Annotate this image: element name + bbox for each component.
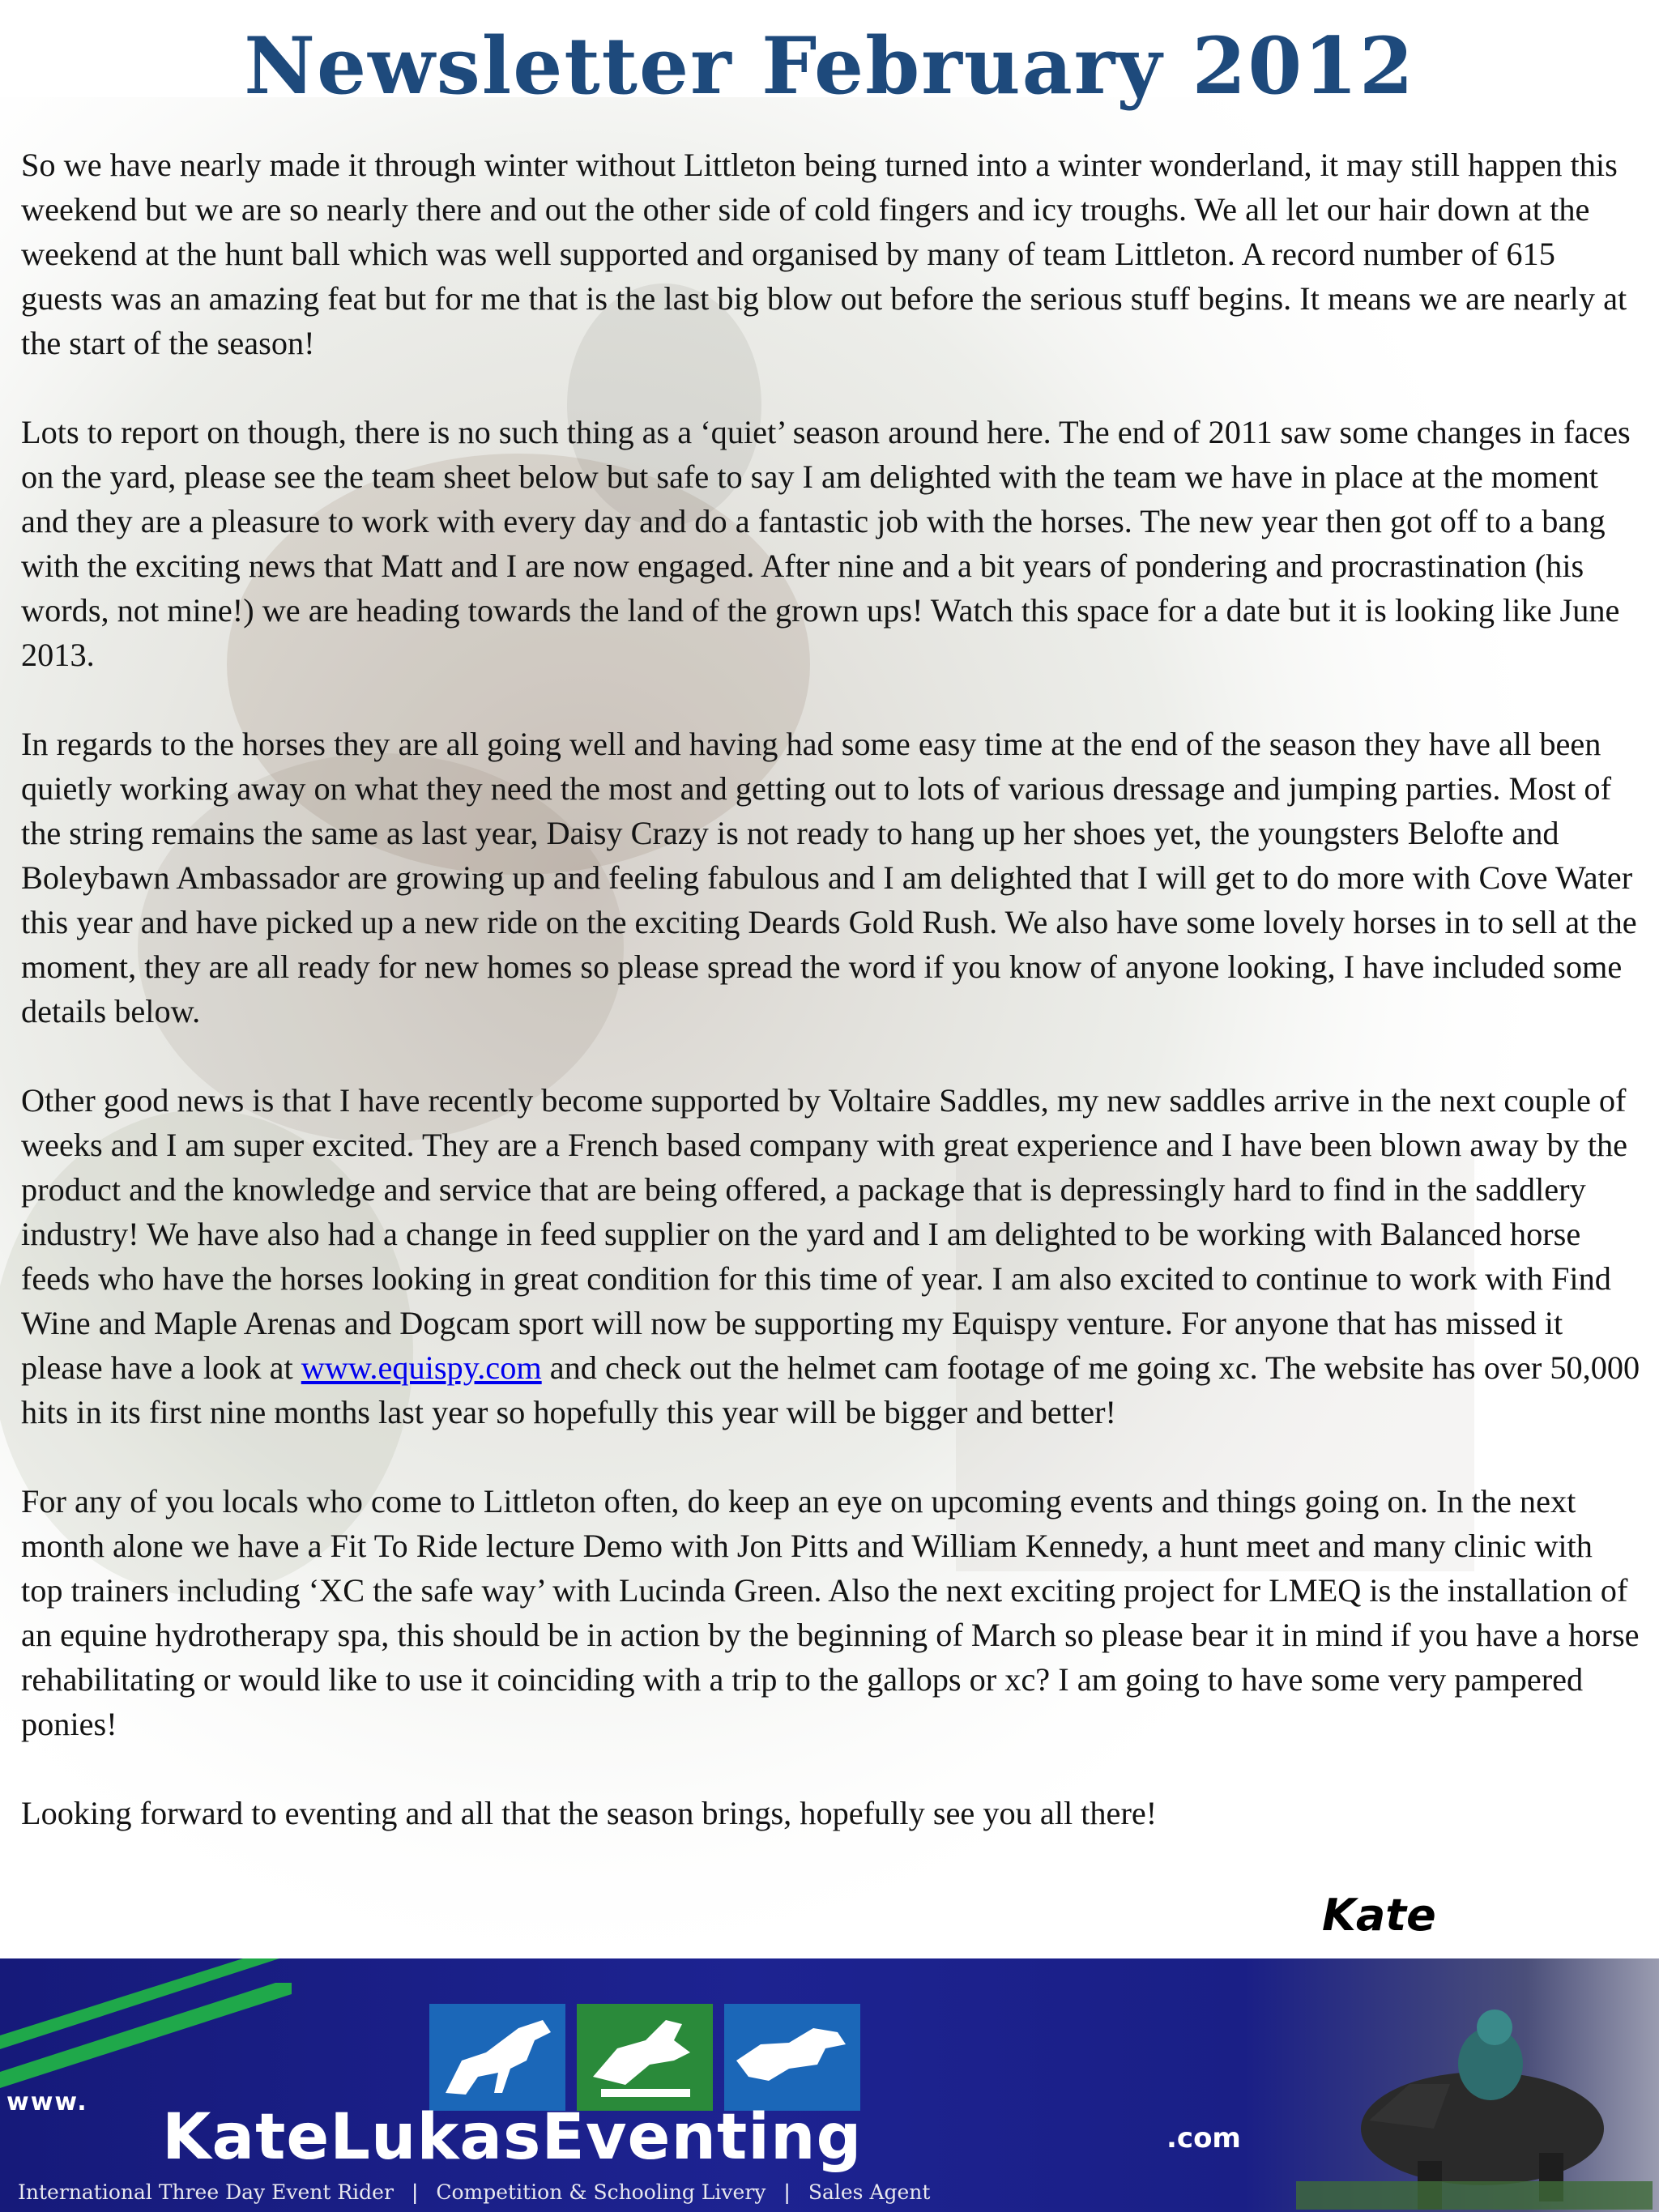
logo-jumping-icon — [577, 2004, 713, 2111]
paragraph-sponsors-text-before: Other good news is that I have recently become supported by Voltaire Saddles, my new saddles arrive in the next couple of weeks and I am super excited. They are a French based company with great experience and I have been blown away by the product and the knowledge and service that are being offered, a package that is depressingly hard to find in the saddlery industry! We have also had a change in feed supplier on the yard and I am delighted to be working with Balanced horse feeds who have the horses looking in great condition for this time of year. I am also excited to continue to work with Find Wine and Maple Arenas and Dogcam sport will now be supporting my Equispy venture. For anyone that has missed it please have a look at — [21, 1082, 1628, 1386]
newsletter-title: Newsletter February 2012 — [244, 20, 1415, 112]
tagline-separator: | — [411, 2180, 419, 2204]
footer-dotcom: .com — [1166, 2122, 1241, 2154]
tagline-separator: | — [783, 2180, 791, 2204]
paragraph-events: For any of you locals who come to Littleton often, do keep an eye on upcoming events and things going on. In the next month alone we have a Fit To Ride lecture Demo with Jon Pitts and William Kennedy, a hunt meet and many clinic with top trainers including ‘XC the safe way’ with Lucinda Green. Also the next exciting project for LMEQ is the installation of an equine hydrotherapy spa, this should be in action by the beginning of March so please bear it in mind if you have a horse rehabilitating or would like to use it coinciding with a trip to the gallops or xc? I am going to have some very pampered ponies! — [21, 1483, 1640, 1742]
equispy-link[interactable]: www.equispy.com — [301, 1349, 542, 1386]
footer-www: www. — [6, 2088, 88, 2116]
tagline-livery: Competition & Schooling Livery — [436, 2180, 766, 2204]
paragraph-sponsors-text-after: and check out the helmet cam footage of me going xc. The website has over 50,000 hits in its first nine months last year so hopefully this year will be bigger and better! — [21, 1349, 1640, 1430]
signature: Kate — [1322, 1890, 1436, 1941]
footer-banner — [0, 1958, 1659, 2212]
paragraph-closing: Looking forward to eventing and all that the season brings, hopefully see you all there! — [21, 1795, 1158, 1831]
paragraph-sponsors — [21, 1078, 1641, 1434]
paragraph-news: Lots to report on though, there is no such thing as a ‘quiet’ season around here. The end of 2011 saw some changes in faces on the yard, please see the team sheet below but safe to say I am delighted with the team we have in place at the moment and they are a pleasure to work with every day and do a fantastic job with the horses. The new year then got off to a bang with the exciting news that Matt and I are now engaged. After nine and a bit years of pondering and procrastination (his words, not mine!) we are heading towards the land of the grown ups! Watch this space for a date but it is looking like June 2013. — [21, 414, 1631, 673]
paragraph-horses: In regards to the horses they are all going well and having had some easy time at the end of the season they have all been quietly working away on what they need the most and getting out to lots of various dressage and jumping parties. Most of the string remains the same as last year, Daisy Crazy is not ready to hang up her shoes yet, the youngsters Belofte and Boleybawn Ambassador are growing up and feeling fabulous and I am delighted that I will get to do more with Cove Water this year and have picked up a new ride on the exciting Deards Gold Rush. We also have some lovely horses in to sell at the moment, they are all ready for new homes so please spread the word if you know of anyone looking, I have included some details below. — [21, 726, 1637, 1029]
rider-photo — [1296, 2007, 1653, 2210]
green-stripes-decoration — [0, 1958, 292, 2088]
footer-tagline — [0, 2176, 1280, 2208]
tagline-event-rider: International Three Day Event Rider — [18, 2180, 394, 2204]
tagline-sales-agent: Sales Agent — [808, 2180, 931, 2204]
footer-brand-name: KateLukasEventing — [162, 2101, 863, 2174]
logo-dressage-icon — [429, 2004, 565, 2111]
logo-crosscountry-icon — [724, 2004, 860, 2111]
paragraph-intro: So we have nearly made it through winter without Littleton being turned into a winter wonderland, it may still happen this weekend but we are so nearly there and out the other side of cold fingers and icy troughs. We all let our hair down at the weekend at the hunt ball which was well supported and organised by many of team Littleton. A record number of 615 guests was an amazing feat but for me that is the last big blow out before the serious stuff begins. It means we are nearly at the start of the season! — [21, 147, 1627, 361]
newsletter-body — [21, 143, 1641, 1880]
